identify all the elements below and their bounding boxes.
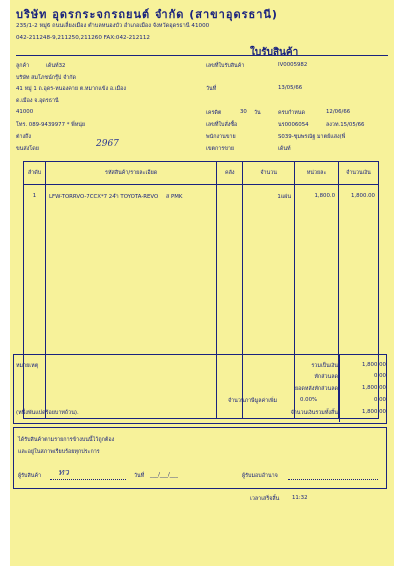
customer-code: เด้นท์32 — [46, 63, 66, 69]
company-phone: 042-211248-9,211250,211260 FAX:042-212112 — [16, 35, 150, 41]
finish-time-label: เวลาเสร็จสิ้น — [250, 496, 280, 502]
total-label: รวมเป็นเงิน — [311, 363, 338, 369]
credit-days: 30 — [240, 109, 247, 115]
row-quantity: 1แผ่น — [243, 185, 295, 419]
vat-label: จำนวนภาษีมูลค่าเพิ่ม — [228, 398, 278, 404]
row-amount: 1,800.00 — [339, 185, 379, 419]
date-value: 13/05/66 — [278, 85, 303, 91]
total-value: 1,800.00 — [361, 362, 386, 368]
vat-value: 0.00 — [373, 397, 386, 403]
po-date: ลงวท.15/05/66 — [326, 122, 365, 128]
discount-value: 0.00 — [373, 373, 386, 379]
grand-total-value: 1,800.00 — [361, 409, 386, 415]
customer-code-label: ลูกค้า — [16, 63, 30, 69]
authorized-label: ผู้รับมอบอำนาจ — [242, 473, 278, 479]
receipt-note-line2: และอยู่ในสภาพเรียบร้อยทุกประการ — [18, 449, 100, 455]
doc-number-label: เลขที่ใบรับสินค้า — [206, 63, 245, 69]
place-label: ต่างถึง — [16, 134, 32, 140]
header-quantity: จำนวน — [243, 162, 295, 185]
credit-unit: วัน — [254, 110, 261, 116]
company-name: บริษัท อุดรกระจกรถยนต์ จำกัด (สาขาอุดรธานี) — [16, 8, 278, 21]
receive-date-blank: ___/___/___ — [150, 472, 178, 478]
due-label: ครบกำหนด — [278, 110, 305, 116]
receiver-signature: ทว — [58, 468, 69, 478]
header-divider — [16, 55, 388, 56]
vat-rate: 0.00% — [300, 397, 318, 403]
discount-label: หักส่วนลด — [314, 374, 338, 380]
due-date: 12/06/66 — [326, 109, 351, 115]
sales-area: เด้นท์ — [278, 146, 291, 152]
row-description-tail: ส PMK — [165, 194, 183, 200]
doc-number: IV0005982 — [278, 62, 308, 68]
receive-date-label: วันที่ — [134, 473, 145, 479]
header-amount: จำนวนเงิน — [339, 162, 379, 185]
receipt-document — [10, 0, 394, 566]
header-warehouse: คลัง — [217, 162, 243, 185]
receiver-signature-line — [50, 479, 126, 480]
customer-address-line2: ด.เมือง จ.อุดรธานี — [16, 98, 59, 104]
finish-time: 11:32 — [292, 495, 308, 501]
header-no: ลำดับ — [24, 162, 46, 185]
remarks-label: หมายเหตุ — [16, 363, 39, 369]
salesperson-label: พนักงานขาย — [206, 134, 236, 140]
row-unit-price: 1,800.0 — [295, 185, 339, 419]
receipt-note-line1: ได้รับสินค้าตามรายการข้างบนนี้ไว้ถูกต้อง — [18, 437, 115, 443]
row-no: 1 — [24, 185, 46, 419]
table-header-row — [24, 162, 379, 185]
company-address: 235/1-2 หมู่6 ถนนเลี่ยงเมือง ตำบลหนองบัว อำเภอเมือง จังหวัดอุดรธานี 41000 — [16, 23, 210, 29]
header-description: รหัสสินค้า/รายละเอียด — [45, 162, 216, 185]
after-discount-label: ยอดหลังหักส่วนลด — [294, 386, 338, 392]
credit-label: เครดิต — [206, 110, 222, 116]
customer-phone: โทร. 089-9439977 * พี่หนุ่ย — [16, 122, 86, 128]
amount-in-words: (หนึ่งพันแปดร้อยบาทถ้วน). — [16, 410, 79, 416]
sales-area-label: เขตการขาย — [206, 146, 235, 152]
date-label: วันที่ — [206, 86, 217, 92]
salesperson: S039-ชุมพรณัฐ มาตย์แสง(พี่ — [278, 134, 346, 140]
authorized-signature-line — [288, 479, 378, 480]
header-unit-price: หน่วยละ — [295, 162, 339, 185]
ship-by-label: ขนส่งโดย — [16, 146, 39, 152]
customer-name: บริษัท สมโภชน์กรุ๊ป จำกัด — [16, 75, 77, 81]
customer-zip: 41000 — [16, 109, 34, 115]
document-title: ใบรับสินค้า — [250, 47, 299, 58]
po-number: นร0006054 — [278, 122, 309, 128]
customer-address-line1: 41 หมู่ 1 ถ.อุดร-หนองคาย ต.หมากแข้ง อ.เมือง — [16, 86, 127, 92]
row-description-main: LFW-TORRVO-7CCX*7 24ำ TOYOTA-REVO — [48, 194, 159, 200]
grand-total-label: จำนวนเงินรวมทั้งสิ้น — [290, 410, 338, 416]
receiver-label: ผู้รับสินค้า — [18, 473, 42, 479]
ship-handwritten-number: 2967 — [96, 139, 119, 149]
po-number-label: เลขที่ใบสั่งซื้อ — [206, 122, 238, 128]
after-discount-value: 1,800.00 — [361, 385, 386, 391]
